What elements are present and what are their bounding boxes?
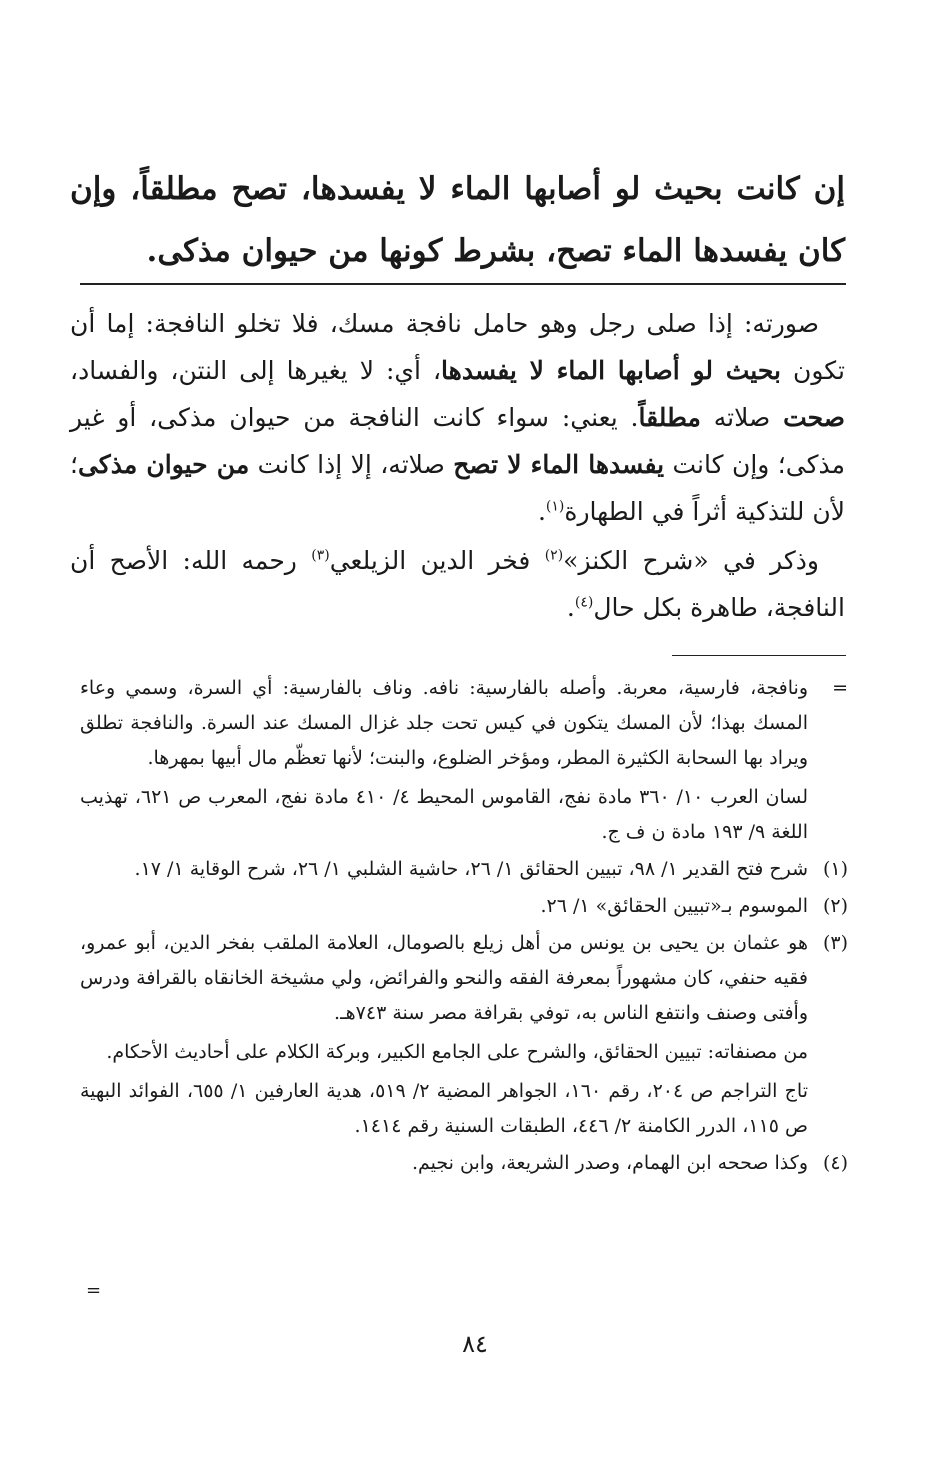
footnote-1 [80,852,848,887]
quoted-matn: من حيوان مذكى [77,450,250,479]
footnote-body [80,889,808,924]
quoted-matn: صحت [783,403,845,432]
continuation-mark: = [832,677,848,699]
footnote-text: وكذا صححه ابن الهمام، وصدر الشريعة، وابن نجيم. [411,1152,808,1174]
matn-divider [80,283,846,285]
footnote-works: من مصنفاته: تبيين الحقائق، والشرح على الجامع الكبير، وبركة الكلام على أحاديث الأحكام. [106,1041,808,1063]
footnote-body [80,926,808,1144]
footnote-number: (٤) [822,1152,848,1174]
footnote-4 [80,1146,848,1181]
footnote-number: (٢) [822,895,848,917]
quoted-matn: بحيث لو أصابها الماء لا يفسدها [441,356,781,385]
footnote-continuation [80,671,848,850]
footnote-body [80,852,808,887]
sharh-text: ؛ لأن للتذكية أثراً في الطهارة [70,450,845,526]
footnote-body [80,1146,808,1181]
footnote-sources: لسان العرب ١٠/ ٣٦٠ مادة نفج، القاموس المحيط ٤/ ٤١٠ مادة نفج، المعرب ص ٦٢١، تهذيب اللغة ٩/ ١٩٣ مادة ن ف ج. [80,786,809,843]
page-number: ٨٤ [462,1330,488,1358]
footnote-ref-3: (٣) [311,547,330,564]
sharh-text: صورته: إذا صلى رجل وهو حامل نافجة مسك، فلا تخلو النافجة: إما أن تكون [70,309,845,385]
footnote-body [80,671,808,850]
sharh-text: ، أي: لا يغيرها إلى النتن، والفساد، [70,356,442,385]
footnote-2 [80,889,848,924]
footnote-sources: تاج التراجم ص ٢٠٤، رقم ١٦٠، الجواهر المضية ٢/ ٥١٩، هدية العارفين ١/ ٦٥٥، الفوائد البهية ص ١١٥، الدرر الكامنة ٢/ ٤٤٦، الطبقات السنية رقم ١٤١٤. [80,1080,808,1137]
footnote-divider [672,655,846,656]
quoted-matn: مطلقاً [638,403,701,432]
quoted-matn: يفسدها الماء لا تصح [453,450,665,479]
sharh-text: رحمه الله: الأصح أن النافجة، طاهرة بكل حال [70,546,845,622]
footnote-text: ونافجة، فارسية، معربة. وأصله بالفارسية: نافه. وناف بالفارسية: أي السرة، وسمي وعاء المسك بهذا؛ لأن المسك يتكون في كيس تحت جلد غزال المسك عند السرة. والنافجة تطلق ويراد بها السحابة الكثيرة المطر، ومؤخر الضلوع، والبنت؛ لأنها تعظّم مال أبيها بمهرها. [80,677,808,769]
footnote-text: هو عثمان بن يحيى بن يونس من أهل زيلع بالصومال، العلامة الملقب بفخر الدين، أبو عمرو، فقيه حنفي، كان مشهوراً بمعرفة الفقه والنحو والفرائض، ولي مشيخة الخانقاه بالقرافة ودرس وأفتى وصنف وانتفع الناس به، توفي بقرافة مصر سنة ٧٤٣هـ. [80,932,808,1024]
continuation-mark-bottom: = [86,1280,102,1301]
sharh-text: . [566,593,575,622]
footnote-3 [80,926,848,1144]
sharh-commentary [70,300,845,633]
matn-text: إن كانت بحيث لو أصابها الماء لا يفسدها، تصح مطلقاً، وإن كان يفسدها الماء تصح، بشرط كونها من حيوان مذكى. [70,171,845,269]
sharh-paragraph-2 [70,537,845,631]
footnotes [80,671,848,1183]
footnote-text: شرح فتح القدير ١/ ٩٨، تبيين الحقائق ١/ ٢٦، حاشية الشلبي ١/ ٢٦، شرح الوقاية ١/ ١٧. [134,858,808,880]
footnote-ref-4: (٤) [574,594,594,611]
sharh-text: صلاته، إلا إذا كانت [249,450,454,479]
sharh-text: . يعني: سواء كانت النافجة من حيوان مذكى، أو غير مذكى؛ وإن كانت [70,403,845,479]
sharh-text: صلاته [700,403,784,432]
footnote-ref-1: (١) [545,498,565,515]
sharh-text: وذكر في «شرح الكنز» [563,546,819,575]
sharh-text: . [537,497,546,526]
sharh-text: فخر الدين الزيلعي [329,546,545,575]
footnote-ref-2: (٢) [544,547,564,564]
footnote-text: الموسوم بـ«تبيين الحقائق» ١/ ٢٦. [540,895,808,917]
footnote-number: (١) [822,858,848,880]
sharh-paragraph-1 [70,300,845,535]
footnote-number: (٣) [822,932,848,954]
